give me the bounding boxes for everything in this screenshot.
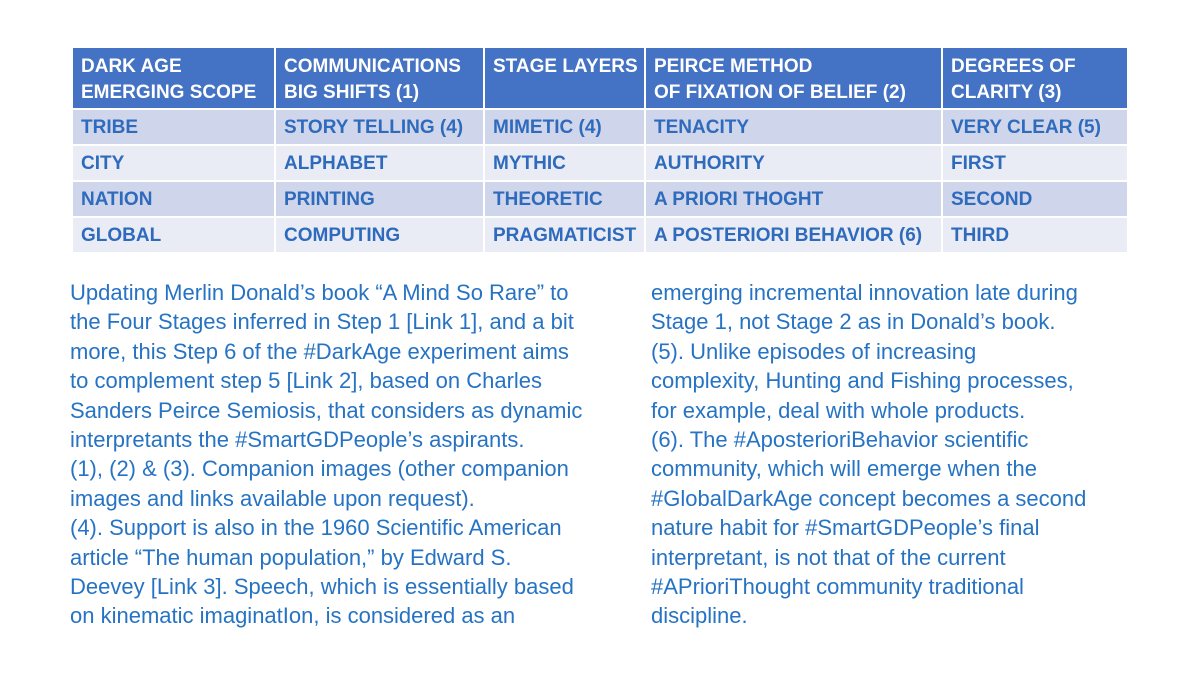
text-line: #GlobalDarkAge concept becomes a second	[651, 485, 1087, 511]
table-cell: TENACITY	[646, 110, 943, 146]
text-line: more, this Step 6 of the #DarkAge experiment aims	[70, 338, 569, 364]
text-line: images and links available upon request).	[70, 485, 475, 511]
text-line: (6). The #AposterioriBehavior scientific	[651, 427, 1029, 453]
table-cell: VERY CLEAR (5)	[943, 110, 1127, 146]
header-communications-shifts: COMMUNICATIONS BIG SHIFTS (1)	[276, 48, 485, 110]
text-line: complexity, Hunting and Fishing processes,	[651, 368, 1074, 394]
table-cell: MYTHIC	[485, 146, 646, 182]
text-line: interpretants the #SmartGDPeople’s aspirants.	[70, 427, 525, 453]
text-line: for example, deal with whole products.	[651, 397, 1026, 423]
stages-table-container	[73, 48, 1127, 254]
header-degrees-of-clarity: DEGREES OF CLARITY (3)	[943, 48, 1127, 110]
text-line: Stage 1, not Stage 2 as in Donald’s book.	[651, 309, 1056, 335]
text-line: nature habit for #SmartGDPeople’s final	[651, 515, 1040, 541]
text-line: (5). Unlike episodes of increasing	[651, 338, 977, 364]
header-peirce-method: PEIRCE METHOD OF FIXATION OF BELIEF (2)	[646, 48, 943, 110]
text-line: (1), (2) & (3). Companion images (other companion	[70, 456, 569, 482]
text-line: Deevey [Link 3]. Speech, which is essentially based	[70, 574, 574, 600]
table-row-city	[73, 146, 1127, 182]
text-line: interpretant, is not that of the current	[651, 544, 1006, 570]
text-line: on kinematic imaginatIon, is considered as an	[70, 603, 516, 629]
text-line: Updating Merlin Donald’s book “A Mind So Rare” to	[70, 280, 569, 305]
text-line: emerging incremental innovation late during	[651, 280, 1078, 305]
body-text-left-column	[70, 278, 640, 631]
table-cell: FIRST	[943, 146, 1127, 182]
text-line: discipline.	[651, 603, 748, 629]
table-header-row	[73, 48, 1127, 110]
header-dark-age-scope: DARK AGE EMERGING SCOPE	[73, 48, 276, 110]
body-text-right-column	[651, 278, 1171, 631]
table-cell: THIRD	[943, 218, 1127, 254]
table-cell: A PRIORI THOGHT	[646, 182, 943, 218]
table-cell: A POSTERIORI BEHAVIOR (6)	[646, 218, 943, 254]
header-stage-layers: STAGE LAYERS	[485, 48, 646, 110]
table-row-global	[73, 218, 1127, 254]
text-line: to complement step 5 [Link 2], based on Charles	[70, 368, 543, 394]
stages-table	[73, 48, 1127, 254]
text-line: article “The human population,” by Edward S.	[70, 544, 512, 570]
table-cell: STORY TELLING (4)	[276, 110, 485, 146]
text-line: the Four Stages inferred in Step 1 [Link 1], and a bit	[70, 309, 574, 335]
table-row-nation	[73, 182, 1127, 218]
table-cell: COMPUTING	[276, 218, 485, 254]
text-line: (4). Support is also in the 1960 Scientific American	[70, 515, 562, 541]
text-line: Sanders Peirce Semiosis, that considers as dynamic	[70, 397, 583, 423]
table-cell: PRAGMATICIST	[485, 218, 646, 254]
table-row-tribe	[73, 110, 1127, 146]
table-cell: TRIBE	[73, 110, 276, 146]
table-cell: NATION	[73, 182, 276, 218]
table-cell: THEORETIC	[485, 182, 646, 218]
table-cell: ALPHABET	[276, 146, 485, 182]
table-cell: CITY	[73, 146, 276, 182]
text-line: #APrioriThought community traditional	[651, 574, 1024, 600]
table-cell: SECOND	[943, 182, 1127, 218]
table-cell: GLOBAL	[73, 218, 276, 254]
table-cell: PRINTING	[276, 182, 485, 218]
text-line: community, which will emerge when the	[651, 456, 1037, 482]
table-cell: MIMETIC (4)	[485, 110, 646, 146]
table-cell: AUTHORITY	[646, 146, 943, 182]
